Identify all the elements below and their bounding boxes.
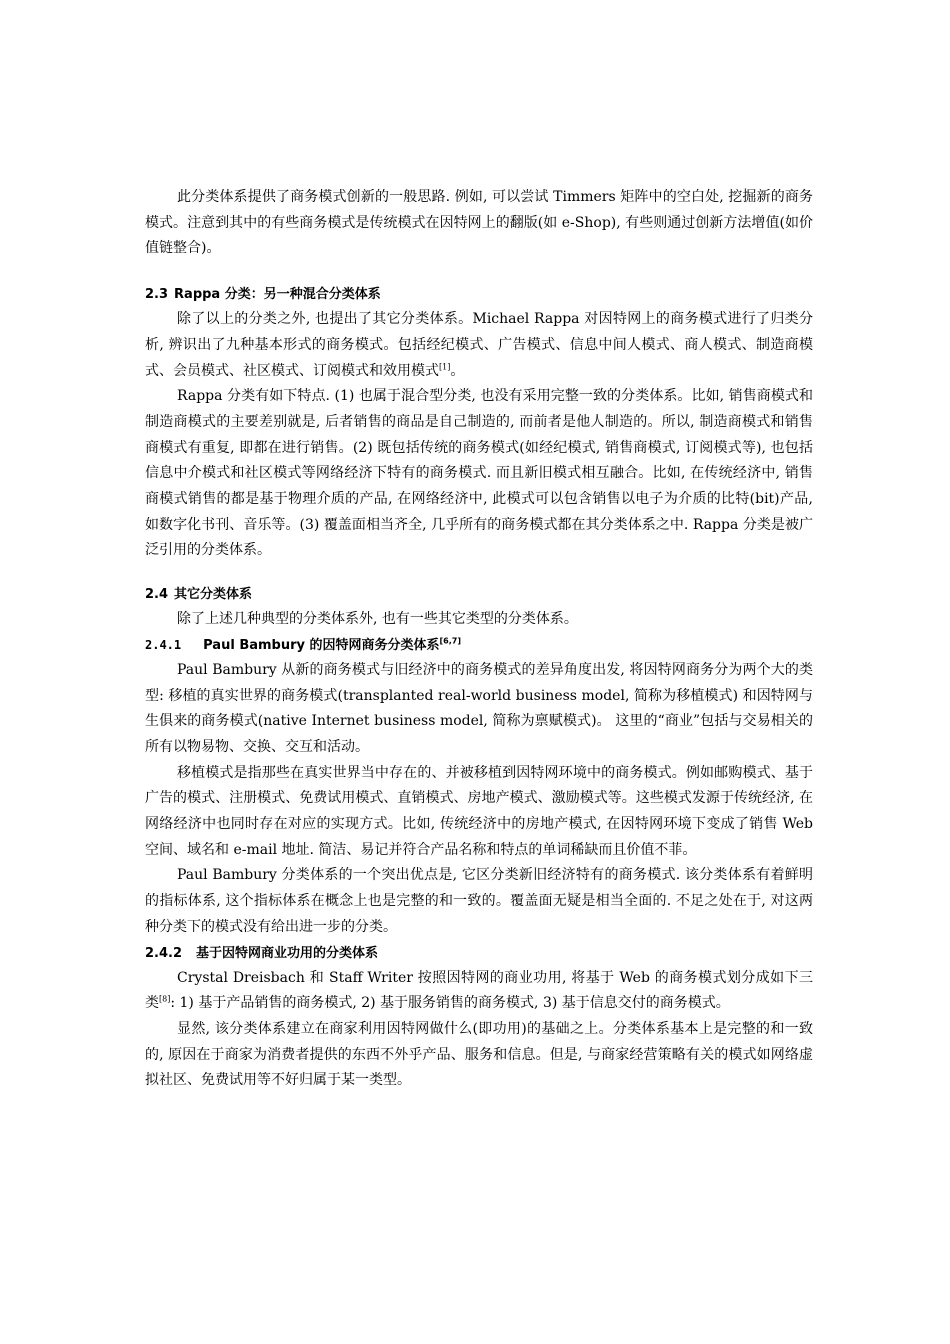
subsection-number: 2.4.2 [145,945,183,961]
document-page [145,185,813,1094]
paragraph-tail: : 1) 基于产品销售的商务模式, 2) 基于服务销售的商务模式, 3) 基于信息交付的商务模式。 [170,995,730,1012]
subsection-heading-2-4-2 [145,941,813,966]
paragraph-rappa-intro [145,307,813,384]
section-title: Rappa 分类：另一种混合分类体系 [174,287,381,303]
section-number: 2.4 [145,587,169,603]
citation-ref: [1] [439,361,451,371]
paragraph-functional-intro [145,966,813,1017]
citation-ref: [6,7] [439,636,461,646]
section-heading-2-4 [145,582,813,607]
section-title: 其它分类体系 [174,587,253,603]
paragraph-rappa-features: Rappa 分类有如下特点. (1) 也属于混合型分类, 也没有采用完整一致的分类体系。比如, 销售商模式和制造商模式的主要差别就是, 后者销售的商品是自己制造的, 而前者是他人制造的。所以, 制造商模式和销售商模式有重复, 即都在进行销售。(2) 既包括传统的商务模式(如经纪模式, 销售商模式, 订阅模式等), 也包括信息中介模式和社区模式等网络经济下特有的商务模式. 而且新旧模式相互融合。比如, 在传统经济中, 销售商模式销售的都是基于物理介质的产品, 在网络经济中, 此模式可以包含销售以电子为介质的比特(bit)产品, 如数字化书刊、音乐等。(3) 覆盖面相当齐全, 几乎所有的商务模式都在其分类体系之中. Rappa 分类是被广泛引用的分类体系。 [145,388,813,559]
paragraph-functional-evaluation: 显然, 该分类体系建立在商家利用因特网做什么(即功用)的基础之上。分类体系基本上是完整的和一致的, 原因在于商家为消费者提供的东西不外乎产品、服务和信息。但是, 与商家经营策略有关的模式如网络虚拟社区、免费试用等不好归属于某一类型。 [145,1020,813,1089]
paragraph-other-intro: 除了上述几种典型的分类体系外, 也有一些其它类型的分类体系。 [177,611,578,628]
section-heading-2-3 [145,282,813,307]
paragraph-bambury-intro: Paul Bambury 从新的商务模式与旧经济中的商务模式的差异角度出发, 将因特网商务分为两个大的类型: 移植的真实世界的商务模式(transplanted real-world business model, 简称为移植模式) 和因特网与生俱来的商务模式(native Internet business model, 简称为禀赋模式)。 这里的“商业”包括与交易相关的所有以物易物、交换、交互和活动。 [145,661,813,755]
subsection-title: 基于因特网商业功用的分类体系 [196,945,379,961]
subsection-number: 2.4.1 [145,637,182,652]
subsection-title: Paul Bambury 的因特网商务分类体系 [203,637,440,653]
section-number: 2.3 [145,287,169,303]
paragraph-text: 除了以上的分类之外, 也提出了其它分类体系。Michael Rappa 对因特网上的商务模式进行了归类分析, 辨识出了九种基本形式的商务模式。包括经纪模式、广告模式、信息中间人模式、商人模式、制造商模式、会员模式、社区模式、订阅模式和效用模式 [145,311,813,379]
paragraph-text: Crystal Dreisbach 和 Staff Writer 按照因特网的商业功用, 将基于 Web 的商务模式划分成如下三类 [145,969,813,1012]
paragraph-tail: 。 [450,362,465,379]
citation-ref: [8] [159,994,171,1004]
subsection-heading-2-4-1 [145,633,813,658]
paragraph-bambury-evaluation: Paul Bambury 分类体系的一个突出优点是, 它区分类新旧经济特有的商务模式. 该分类体系有着鲜明的指标体系, 这个指标体系在概念上也是完整的和一致的。覆盖面无疑是相当全面的. 不足之处在于, 对这两种分类下的模式没有给出进一步的分类。 [145,867,813,935]
paragraph-transplanted-model: 移植模式是指那些在真实世界当中存在的、并被移植到因特网环境中的商务模式。例如邮购模式、基于广告的模式、注册模式、免费试用模式、直销模式、房地产模式、激励模式等。这些模式发源于传统经济, 在网络经济中也同时存在对应的实现方式。比如, 传统经济中的房地产模式, 在因特网环境下变成了销售 Web 空间、域名和 e-mail 地址. 简洁、易记并符合产品名称和特点的单词稀缺而且价值不菲。 [145,764,813,858]
paragraph-timmers-summary: 此分类体系提供了商务模式创新的一般思路. 例如, 可以尝试 Timmers 矩阵中的空白处, 挖掘新的商务模式。注意到其中的有些商务模式是传统模式在因特网上的翻版(如 e-Shop), 有些则通过创新方法增值(如价值链整合)。 [145,189,813,257]
